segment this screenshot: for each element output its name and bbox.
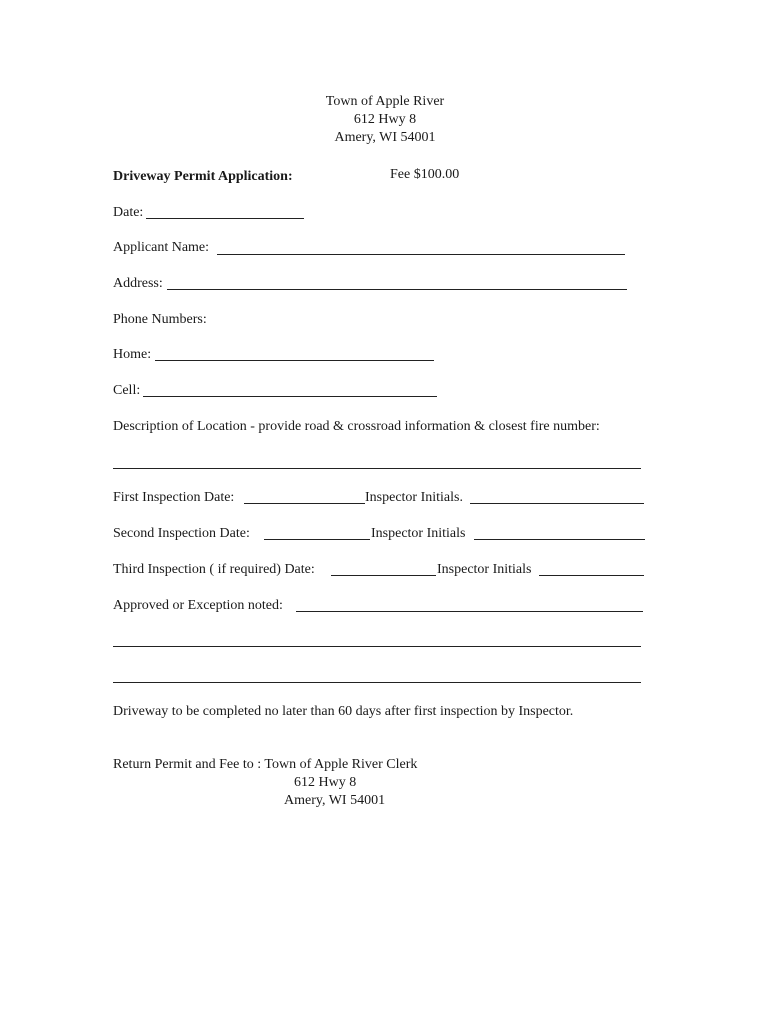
- first-inspection-date-field[interactable]: [244, 503, 365, 504]
- applicant-name-field[interactable]: [217, 254, 625, 255]
- first-inspection-label: First Inspection Date:: [113, 490, 235, 505]
- address-label: Address:: [113, 276, 163, 291]
- third-inspector-initials-field[interactable]: [539, 575, 644, 576]
- approved-exception-field[interactable]: [296, 611, 643, 612]
- home-phone-field[interactable]: [155, 360, 434, 361]
- approved-exception-field-line-2[interactable]: [113, 646, 641, 647]
- fee-label: Fee $100.00: [390, 167, 460, 182]
- address-field[interactable]: [167, 289, 627, 290]
- date-field[interactable]: [146, 218, 304, 219]
- approved-exception-field-line-3[interactable]: [113, 682, 641, 683]
- cell-phone-label: Cell:: [113, 383, 141, 398]
- second-inspector-initials-field[interactable]: [474, 539, 645, 540]
- town-name: Town of Apple River: [325, 94, 445, 109]
- location-description-field[interactable]: [113, 468, 641, 469]
- completion-notice: Driveway to be completed no later than 60 days after first inspection by Inspector.: [113, 704, 574, 719]
- town-street: 612 Hwy 8: [353, 112, 417, 127]
- second-inspector-initials-label: Inspector Initials: [371, 526, 466, 541]
- first-inspector-initials-label: Inspector Initials.: [365, 490, 463, 505]
- second-inspection-label: Second Inspection Date:: [113, 526, 250, 541]
- second-inspection-date-field[interactable]: [264, 539, 370, 540]
- date-label: Date:: [113, 205, 144, 220]
- return-permit-label: Return Permit and Fee to : Town of Apple River Clerk: [113, 757, 418, 772]
- return-street: 612 Hwy 8: [294, 775, 357, 790]
- first-inspector-initials-field[interactable]: [470, 503, 644, 504]
- third-inspection-date-field[interactable]: [331, 575, 436, 576]
- third-inspector-initials-label: Inspector Initials: [437, 562, 532, 577]
- third-inspection-label: Third Inspection ( if required) Date:: [113, 562, 315, 577]
- applicant-name-label: Applicant Name:: [113, 240, 210, 255]
- phone-numbers-label: Phone Numbers:: [113, 312, 207, 327]
- return-city: Amery, WI 54001: [284, 793, 386, 808]
- cell-phone-field[interactable]: [143, 396, 437, 397]
- home-phone-label: Home:: [113, 347, 152, 362]
- location-description-label: Description of Location - provide road & crossroad information & closest fire number:: [113, 419, 600, 434]
- form-title: Driveway Permit Application:: [113, 169, 293, 184]
- town-city: Amery, WI 54001: [334, 130, 436, 145]
- approved-exception-label: Approved or Exception noted:: [113, 598, 283, 613]
